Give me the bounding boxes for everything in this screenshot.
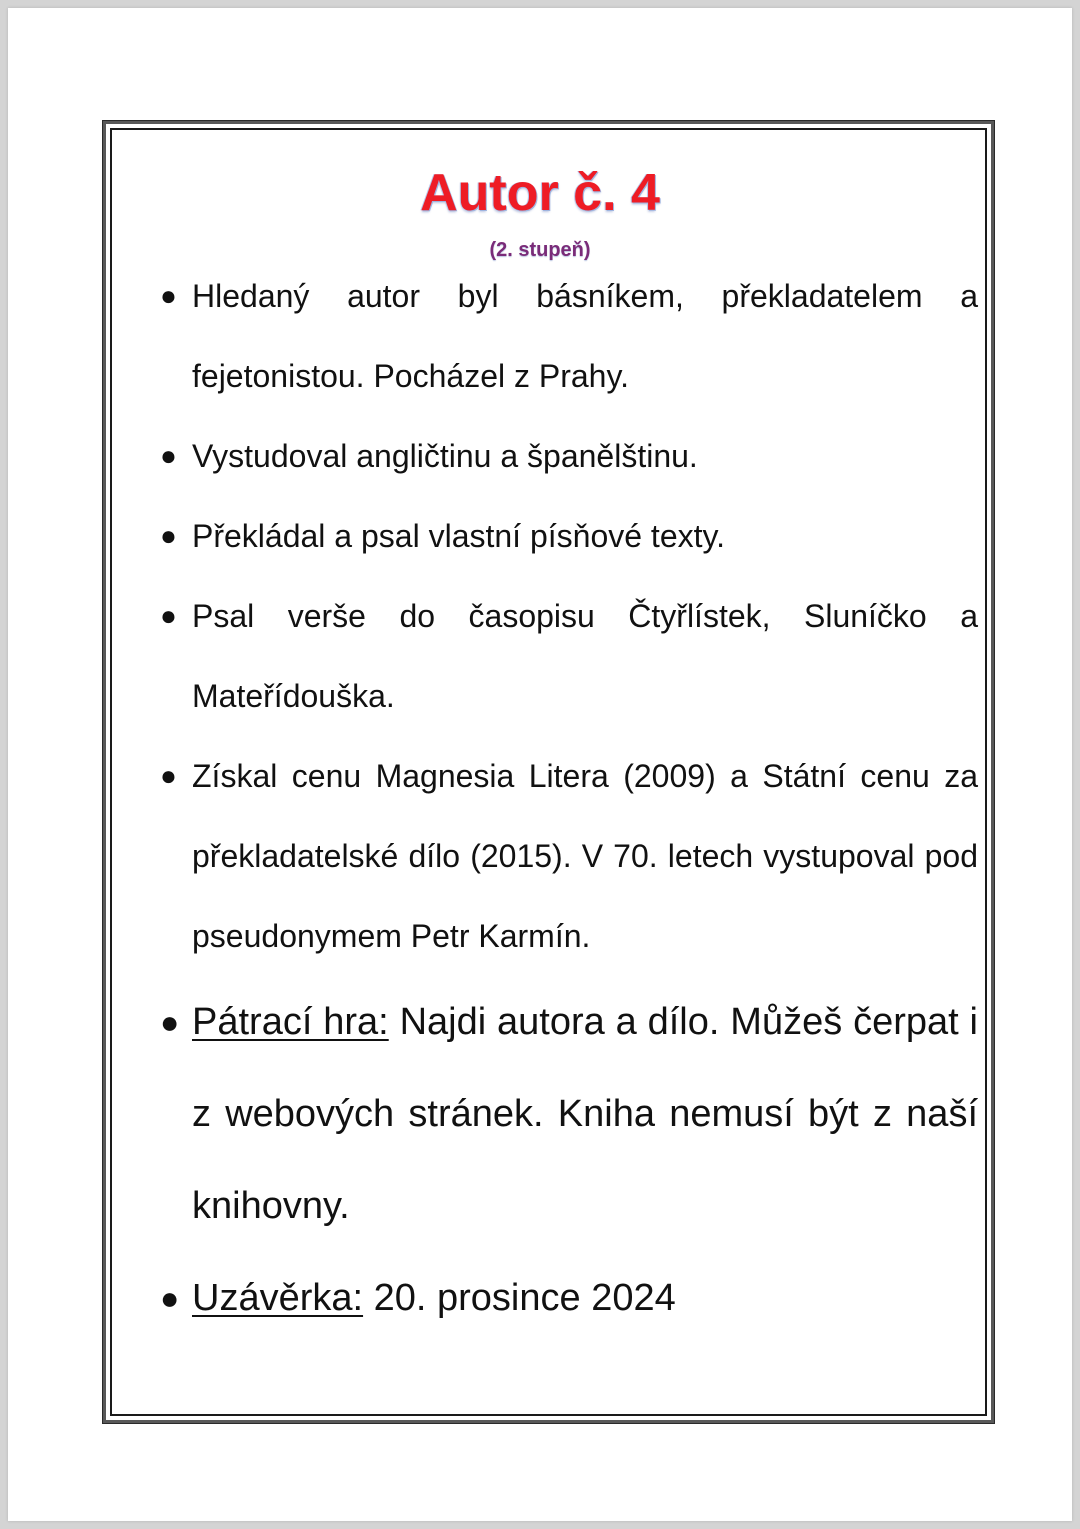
clue-list <box>160 256 978 1344</box>
bullet-icon: ● <box>160 520 177 551</box>
list-item <box>160 496 978 576</box>
bullet-icon: ● <box>160 600 177 631</box>
list-item-text: Vystudoval angličtinu a španělštinu. <box>192 438 698 474</box>
document-page <box>8 8 1072 1521</box>
bullet-icon: ● <box>160 1280 180 1316</box>
task-item <box>160 976 978 1252</box>
list-item-text: Hledaný autor byl básníkem, překladatelem a fejetonistou. Pocházel z Prahy. <box>192 278 978 394</box>
bullet-icon: ● <box>160 1004 180 1040</box>
bullet-icon: ● <box>160 280 177 311</box>
list-item <box>160 256 978 416</box>
task-text: Najdi autora a dílo. Můžeš čerpat i z webových stránek. Kniha nemusí být z naší knihovny. <box>192 1001 978 1227</box>
bullet-icon: ● <box>160 760 177 791</box>
page-subtitle: (2. stupeň) <box>489 239 591 261</box>
deadline-item <box>160 1252 978 1344</box>
list-item <box>160 416 978 496</box>
deadline-label: Uzávěrka: <box>192 1277 364 1319</box>
page-title: Autor č. 4 <box>420 164 660 222</box>
deadline-date: 20. prosince 2024 <box>363 1277 676 1319</box>
bullet-icon: ● <box>160 440 177 471</box>
list-item <box>160 576 978 736</box>
list-item-text: Překládal a psal vlastní písňové texty. <box>192 518 726 554</box>
list-item-text: Získal cenu Magnesia Litera (2009) a Státní cenu za překladatelské dílo (2015). V 70. letech vystupoval pod pseudonymem Petr Karmín. <box>192 758 978 954</box>
list-item <box>160 736 978 976</box>
task-label: Pátrací hra: <box>192 1001 389 1043</box>
list-item-text: Psal verše do časopisu Čtyřlístek, Sluníčko a Mateřídouška. <box>192 598 978 714</box>
